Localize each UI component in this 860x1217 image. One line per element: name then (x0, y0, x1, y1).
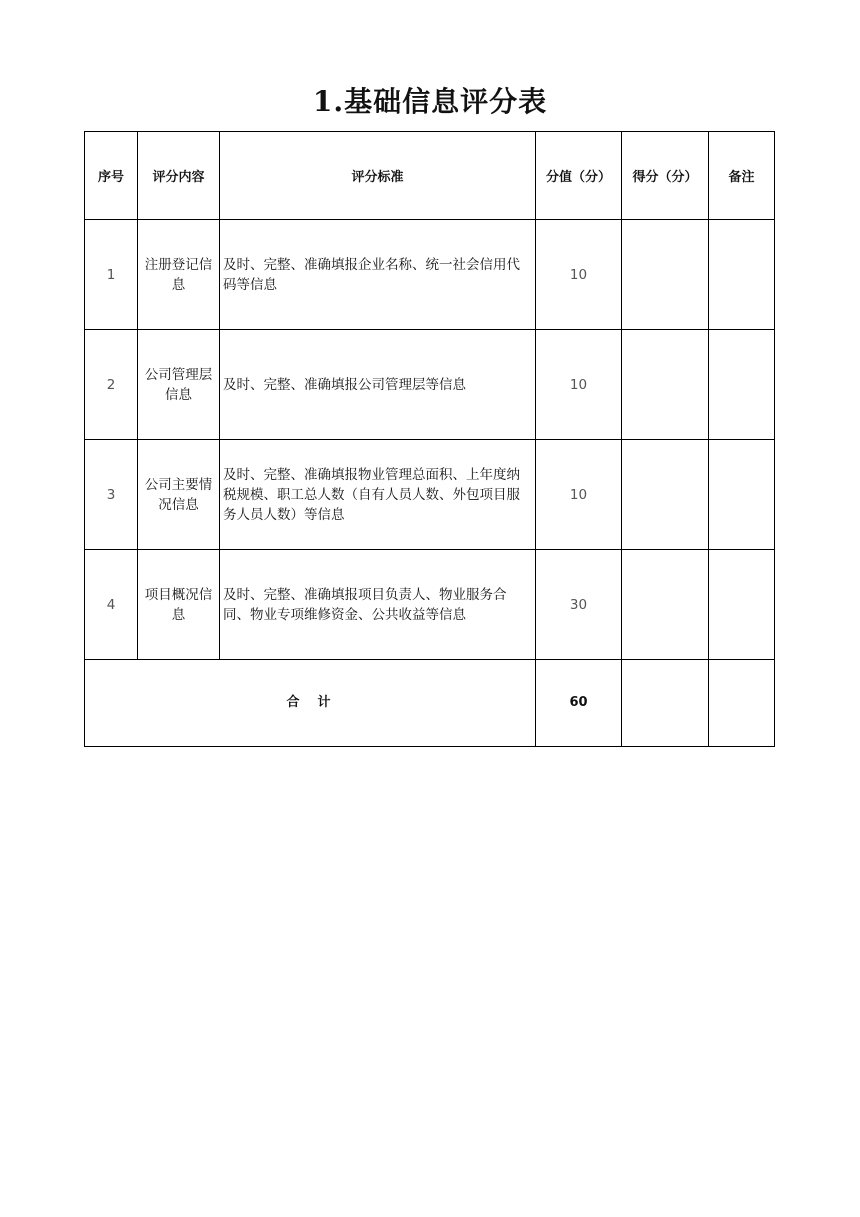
row-value: 30 (536, 550, 622, 660)
header-score: 得分（分） (622, 132, 709, 220)
total-score[interactable] (622, 660, 709, 747)
row-standard: 及时、完整、准确填报公司管理层等信息 (220, 330, 536, 440)
row-content: 公司主要情况信息 (138, 440, 220, 550)
total-label: 合计 (85, 660, 536, 747)
table-row (85, 550, 775, 660)
total-value: 60 (536, 660, 622, 747)
header-remark: 备注 (709, 132, 775, 220)
row-seq: 3 (85, 440, 138, 550)
table-row (85, 440, 775, 550)
row-seq: 2 (85, 330, 138, 440)
row-score[interactable] (622, 220, 709, 330)
row-standard: 及时、完整、准确填报项目负责人、物业服务合同、物业专项维修资金、公共收益等信息 (220, 550, 536, 660)
table-row (85, 220, 775, 330)
row-seq: 1 (85, 220, 138, 330)
page-title: 1.基础信息评分表 (312, 85, 548, 118)
row-value: 10 (536, 220, 622, 330)
table-header-row (85, 132, 775, 220)
row-value: 10 (536, 330, 622, 440)
row-standard: 及时、完整、准确填报企业名称、统一社会信用代码等信息 (220, 220, 536, 330)
row-standard: 及时、完整、准确填报物业管理总面积、上年度纳税规模、职工总人数（自有人员人数、外包项目服务人员人数）等信息 (220, 440, 536, 550)
total-remark[interactable] (709, 660, 775, 747)
header-value: 分值（分） (536, 132, 622, 220)
row-score[interactable] (622, 550, 709, 660)
table-row (85, 330, 775, 440)
row-score[interactable] (622, 440, 709, 550)
row-content: 注册登记信息 (138, 220, 220, 330)
row-seq: 4 (85, 550, 138, 660)
scoring-table (84, 131, 775, 747)
row-content: 公司管理层信息 (138, 330, 220, 440)
header-standard: 评分标准 (220, 132, 536, 220)
row-remark[interactable] (709, 440, 775, 550)
row-score[interactable] (622, 330, 709, 440)
row-remark[interactable] (709, 550, 775, 660)
row-remark[interactable] (709, 330, 775, 440)
row-value: 10 (536, 440, 622, 550)
header-seq: 序号 (85, 132, 138, 220)
row-remark[interactable] (709, 220, 775, 330)
total-row (85, 660, 775, 747)
row-content: 项目概况信息 (138, 550, 220, 660)
header-content: 评分内容 (138, 132, 220, 220)
